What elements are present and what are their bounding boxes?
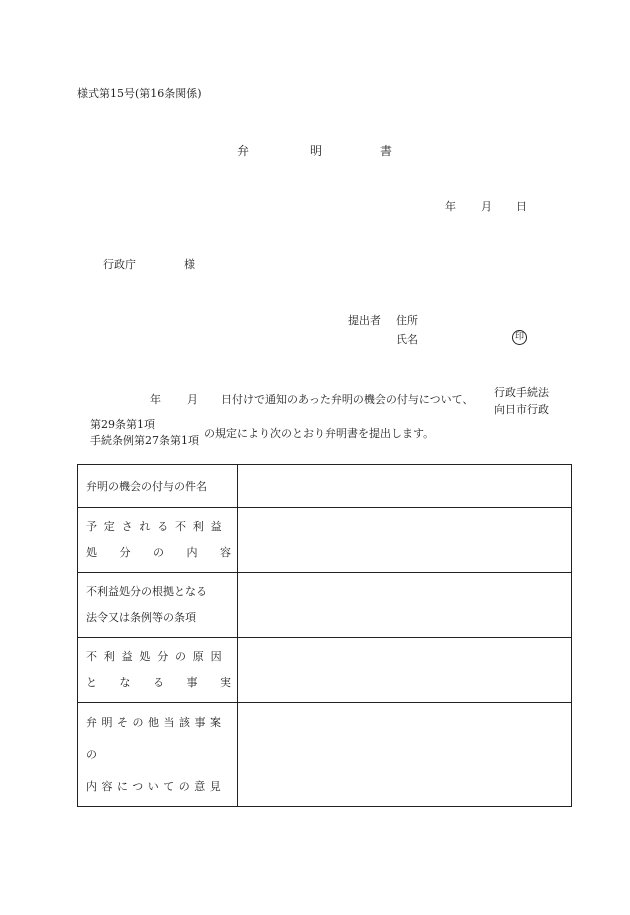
addressee-name: 行政庁 (103, 258, 136, 271)
cell-label: 弁明の機会の付与の件名 (86, 480, 207, 493)
submitter-label: 提出者 (348, 314, 381, 327)
addressee-honorific: 様 (184, 258, 195, 271)
date-month: 月 (481, 200, 492, 213)
legal-basis-field[interactable] (238, 573, 572, 638)
cell-label: 予定される不利益 (86, 520, 229, 533)
label-char: 事 (186, 676, 198, 689)
row-label-opinion (78, 703, 238, 807)
cell-label: 不利益処分の原因 (86, 650, 229, 663)
body-month: 月 (187, 393, 198, 406)
body-text-line1: 日付けで通知のあった弁明の機会の付与について、 (221, 393, 474, 406)
table-row (78, 703, 572, 807)
row-label-legal-basis (78, 573, 238, 638)
article-reference-line2: 手続条例第27条第1項 (90, 434, 199, 447)
label-char: 内 (186, 546, 198, 559)
document-title-char: 弁 (237, 144, 250, 158)
planned-disposition-field[interactable] (238, 508, 572, 573)
date-day: 日 (516, 200, 527, 213)
name-label: 氏名 (396, 333, 418, 346)
row-label-planned-disposition (78, 508, 238, 573)
table-row (78, 638, 572, 703)
cell-label-justified (86, 670, 231, 696)
cell-label: 法令又は条例等の条項 (86, 611, 196, 624)
cause-facts-field[interactable] (238, 638, 572, 703)
article-reference-line1: 第29条第1項 (90, 418, 155, 431)
table-row (78, 508, 572, 573)
body-year: 年 (150, 393, 161, 406)
row-label-cause-facts (78, 638, 238, 703)
date-year: 年 (445, 200, 456, 213)
label-char: と (86, 676, 97, 689)
body-text-line2: の規定により次のとおり弁明書を提出します。 (204, 427, 435, 440)
label-char: る (153, 676, 164, 689)
label-char: 処 (86, 546, 97, 559)
label-char: 分 (119, 546, 131, 559)
cell-label: 内容についての意見 (86, 779, 226, 793)
table-row (78, 573, 572, 638)
form-number: 様式第15号(第16条関係) (77, 87, 202, 100)
explanation-table (77, 464, 572, 807)
label-char: 実 (220, 676, 231, 689)
document-title-char: 明 (310, 144, 323, 158)
document-title-char: 書 (380, 144, 393, 158)
cell-label-justified (86, 540, 231, 566)
cell-label: 弁明その他当該事案の (86, 715, 226, 761)
address-label: 住所 (396, 314, 418, 327)
label-char: の (153, 546, 164, 559)
law-reference-line2: 向日市行政 (494, 403, 549, 416)
opinion-field[interactable] (238, 703, 572, 807)
cell-label: 不利益処分の根拠となる (86, 585, 207, 598)
subject-field[interactable] (238, 465, 572, 508)
law-reference-line1: 行政手続法 (494, 386, 549, 399)
row-label-subject (78, 465, 238, 508)
label-char: な (119, 676, 131, 689)
label-char: 容 (220, 546, 231, 559)
table-row (78, 465, 572, 508)
seal-mark: 印 (512, 330, 527, 345)
